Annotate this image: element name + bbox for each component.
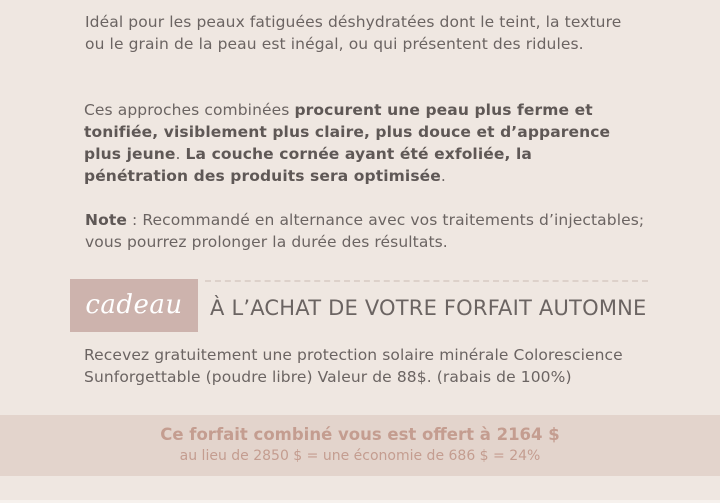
- offer-headline: Ce forfait combiné vous est offert à 2164 $: [160, 425, 560, 444]
- gift-paragraph: [84, 344, 664, 388]
- benefits-text-mid: .: [175, 145, 186, 163]
- gift-tag: cadeau: [70, 279, 198, 332]
- note-label: Note: [85, 211, 127, 229]
- benefits-text-bold-1: procurent une peau plus ferme et tonifiée, visiblement plus claire, plus douce et d’apparence plus jeune: [84, 101, 611, 163]
- dashed-divider: [205, 280, 648, 282]
- intro-paragraph: [85, 11, 645, 55]
- gift-text: Recevez gratuitement une protection solaire minérale Colorescience Sunforgettable (poudre libre) Valeur de 88$. (rabais de 100%): [84, 346, 623, 386]
- benefits-paragraph: [84, 99, 629, 187]
- benefits-text-pre: Ces approches combinées: [84, 101, 295, 119]
- note-text: : Recommandé en alternance avec vos traitements d’injectables; vous pourrez prolonger la durée des résultats.: [85, 211, 645, 251]
- benefits-text-post: .: [440, 167, 446, 185]
- intro-text: Idéal pour les peaux fatiguées déshydratées dont le teint, la texture ou le grain de la peau est inégal, ou qui présentent des ridules.: [85, 13, 622, 53]
- offer-banner: [0, 415, 720, 476]
- benefits-text-bold-2: La couche cornée ayant été exfoliée, la pénétration des produits sera optimisée: [84, 145, 532, 185]
- gift-heading: À L’ACHAT DE VOTRE FORFAIT AUTOMNE: [210, 296, 647, 320]
- offer-detail: au lieu de 2850 $ = une économie de 686 $ = 24%: [179, 448, 541, 464]
- note-paragraph: [85, 209, 645, 253]
